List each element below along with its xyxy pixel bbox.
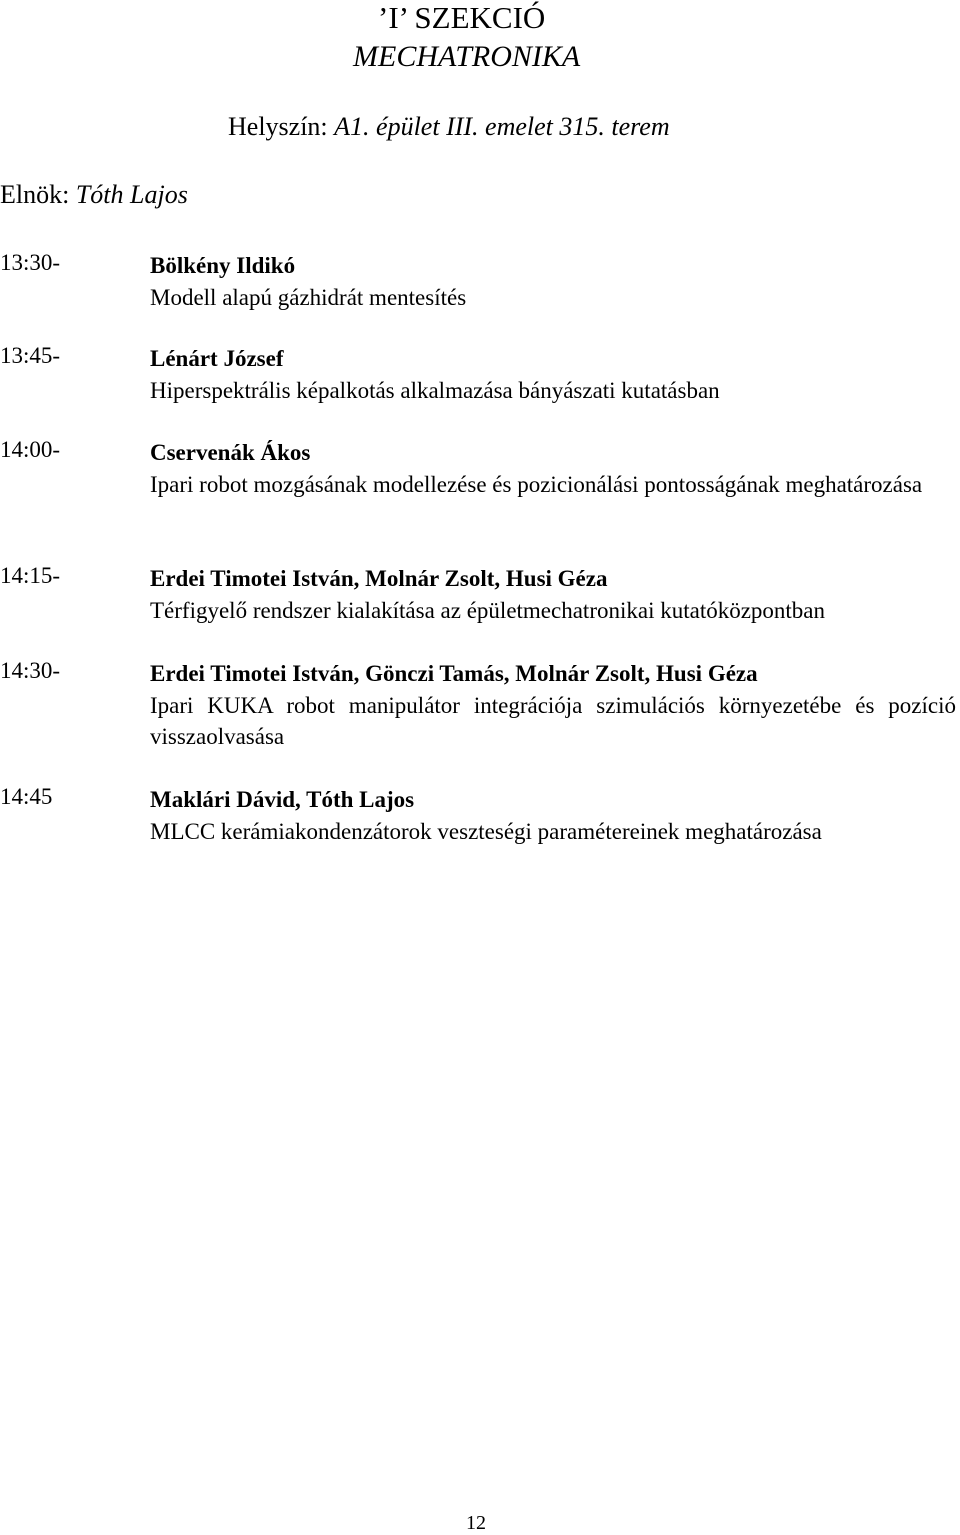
talk-authors: Bölkény Ildikó — [150, 253, 296, 278]
talk-time: 14:45 — [0, 784, 53, 809]
talk-authors: Maklári Dávid, Tóth Lajos — [150, 787, 415, 812]
talk-entry — [150, 563, 956, 626]
talk-authors: Lénárt József — [150, 346, 284, 371]
chair-label: Elnök: — [0, 180, 70, 209]
talk-authors: Erdei Timotei István, Molnár Zsolt, Husi Géza — [150, 566, 608, 591]
talk-authors: Cservenák Ákos — [150, 440, 311, 465]
talk-title: Térfigyelő rendszer kialakítása az épületmechatronikai kutatóközpontban — [150, 598, 826, 623]
talk-title: Ipari robot mozgásának modellezése és pozicionálási pontosságának meghatározása — [150, 472, 923, 497]
venue-line — [228, 112, 670, 142]
talk-title: MLCC kerámiakondenzátorok veszteségi paramétereinek meghatározása — [150, 819, 822, 844]
chair-name: Tóth Lajos — [75, 180, 188, 209]
page-number: 12 — [466, 1512, 486, 1534]
chair-line — [0, 180, 188, 210]
talk-time: 13:30- — [0, 250, 61, 275]
talk-time: 13:45- — [0, 343, 61, 368]
talk-time: 14:15- — [0, 563, 61, 588]
talk-time: 14:00- — [0, 437, 61, 462]
talk-entry — [150, 658, 956, 752]
section-title: ’I’ SZEKCIÓ — [378, 0, 546, 35]
talk-entry — [150, 343, 956, 406]
talk-title: Modell alapú gázhidrát mentesítés — [150, 285, 467, 310]
talk-entry — [150, 784, 956, 847]
talk-time: 14:30- — [0, 658, 61, 683]
talk-title: Hiperspektrális képalkotás alkalmazása bányászati kutatásban — [150, 378, 720, 403]
talk-entry — [150, 250, 956, 313]
talk-authors: Erdei Timotei István, Gönczi Tamás, Molnár Zsolt, Husi Géza — [150, 661, 758, 686]
venue-label: Helyszín: — [228, 112, 328, 141]
section-topic: MECHATRONIKA — [353, 40, 581, 73]
talk-entry — [150, 437, 956, 500]
venue-value: A1. épület III. emelet 315. terem — [334, 112, 670, 141]
talk-title: Ipari KUKA robot manipulátor integrációja szimulációs környezetébe és pozíció visszaolvasása — [150, 693, 956, 749]
